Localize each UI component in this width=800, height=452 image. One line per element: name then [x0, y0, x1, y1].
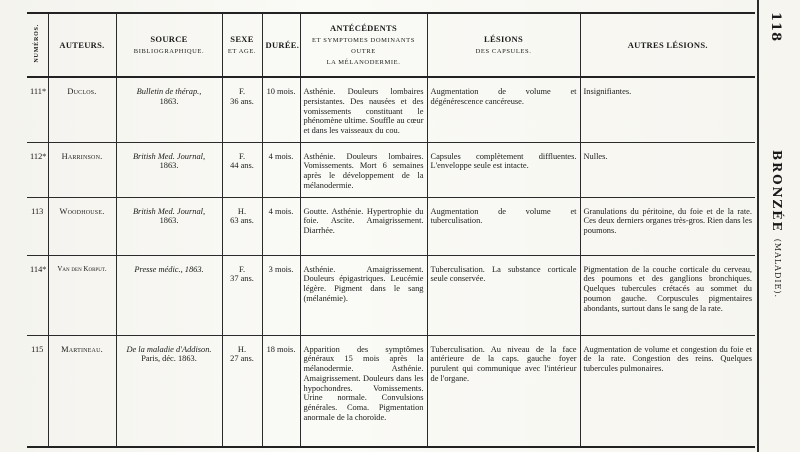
case-sex-age	[222, 255, 262, 335]
header-antecedents-label: ANTÉCÉDENTS	[329, 23, 398, 33]
case-sex: H.	[237, 344, 247, 354]
case-author: Duclos.	[48, 77, 116, 142]
header-antecedents	[300, 13, 427, 77]
table-row	[27, 335, 755, 447]
case-duration: 4 mois.	[262, 142, 300, 197]
case-antecedents: Apparition des symptômes généraux 15 mois après la mélanodermie. Asthénie. Amaigrissement. Douleurs dans les hypochondres. Vomissements. Urine normale. Convulsions générales. Coma. Pigmentation anormale de la choroïde.	[300, 335, 427, 447]
running-head	[770, 150, 784, 298]
running-subtitle: (MALADIE).	[773, 238, 782, 299]
header-sexe-label: SEXE	[230, 34, 254, 45]
case-number: 113	[27, 197, 48, 255]
header-antecedents-sub2: OUTRE	[351, 47, 376, 55]
page-number: 118	[768, 12, 783, 43]
header-lesions-sub: DES CAPSULES.	[475, 47, 532, 55]
header-sexe-sub: ET AGE.	[227, 47, 257, 55]
case-sex: F.	[238, 264, 246, 274]
table-row	[27, 197, 755, 255]
case-age: 37 ans.	[230, 274, 254, 284]
case-age: 36 ans.	[230, 96, 254, 106]
table-row	[27, 77, 755, 142]
case-age: 27 ans.	[230, 354, 254, 364]
header-num	[27, 13, 48, 77]
header-source	[116, 13, 222, 77]
case-lesions: Capsules complètement diffluentes. L'enveloppe seule est intacte.	[427, 142, 580, 197]
case-sex: F.	[238, 151, 246, 161]
case-source-title: British Med. Journal,	[132, 206, 206, 216]
case-author: Martineau.	[48, 335, 116, 447]
case-lesions: Tuberculisation. Au niveau de la face antérieure de la caps. gauche foyer purulent qui communique avec l'intérieur de l'organe.	[427, 335, 580, 447]
header-antecedents-sub1: ET SYMPTOMES DOMINANTS	[312, 36, 415, 44]
header-source-sub: BIBLIOGRAPHIQUE.	[133, 47, 205, 55]
case-other-lesions: Augmentation de volume et congestion du foie et de la rate. Congestion des reins. Quelques tubercules pulmonaires.	[580, 335, 755, 447]
case-author: Harrinson.	[48, 142, 116, 197]
case-duration: 4 mois.	[262, 197, 300, 255]
header-source-label: SOURCE	[150, 34, 188, 45]
case-source-year: 1863.	[159, 216, 179, 226]
case-lesions: Augmentation de volume et tuberculisation.	[427, 197, 580, 255]
case-antecedents: Goutte. Asthénie. Hypertrophie du foie. Ascite. Amaigrissement. Diarrhée.	[300, 197, 427, 255]
case-number: 111*	[27, 77, 48, 142]
header-duree: DURÉE.	[262, 13, 300, 77]
case-source	[116, 335, 222, 447]
case-antecedents: Asthénie. Douleurs lombaires. Vomissements. Mort 6 semaines après le développement de la mélanodermie.	[300, 142, 427, 197]
header-antecedents-sub3: LA MÉLANODERMIE.	[326, 58, 401, 66]
case-duration: 3 mois.	[262, 255, 300, 335]
case-source	[116, 142, 222, 197]
case-sex: F.	[238, 87, 246, 96]
case-source-title: Presse médic., 1863.	[134, 264, 204, 274]
case-lesions: Augmentation de volume et dégénérescence cancéreuse.	[427, 77, 580, 142]
case-other-lesions: Insignifiantes.	[580, 77, 755, 142]
case-age: 63 ans.	[230, 216, 254, 226]
header-lesions-label: LÉSIONS	[484, 34, 523, 45]
case-source-year: 1863.	[159, 161, 179, 171]
case-author: Van den Korput.	[48, 255, 116, 335]
case-table	[27, 12, 755, 448]
case-other-lesions: Pigmentation de la couche corticale du cerveau, des poumons et des ganglions bronchiques. Quelques tubercules crétacés au sommet du poumon gauche. Corpuscules pigmentaires abondants, surtout dans le sang de la rate.	[580, 255, 755, 335]
case-source	[116, 77, 222, 142]
case-source-year: Paris, déc. 1863.	[141, 354, 197, 364]
table-row	[27, 142, 755, 197]
case-source	[116, 255, 222, 335]
case-author: Woodhouse.	[48, 197, 116, 255]
case-lesions: Tuberculisation. La substance corticale seule conservée.	[427, 255, 580, 335]
case-other-lesions: Nulles.	[580, 142, 755, 197]
case-number: 115	[27, 335, 48, 447]
case-source-title: Bulletin de thérap.,	[136, 87, 202, 96]
case-source-title: British Med. Journal,	[132, 151, 206, 161]
case-duration: 18 mois.	[262, 335, 300, 447]
header-lesions	[427, 13, 580, 77]
case-age: 44 ans.	[230, 161, 254, 171]
table-header-row	[27, 13, 755, 77]
header-auteurs: AUTEURS.	[48, 13, 116, 77]
page-edge-rule	[757, 0, 759, 452]
case-sex-age	[222, 197, 262, 255]
case-source-year: 1863.	[159, 96, 179, 106]
case-sex: H.	[237, 206, 247, 216]
case-source	[116, 197, 222, 255]
header-autres: AUTRES LÉSIONS.	[580, 13, 755, 77]
header-sexe	[222, 13, 262, 77]
case-sex-age	[222, 142, 262, 197]
case-other-lesions: Granulations du péritoine, du foie et de la rate. Ces deux derniers organes très-gros. Rien dans les poumons.	[580, 197, 755, 255]
case-number: 114*	[27, 255, 48, 335]
case-duration: 10 mois.	[262, 77, 300, 142]
case-number: 112*	[27, 142, 48, 197]
case-antecedents: Asthénie. Douleurs lombaires persistantes. Des nausées et des vomissements constituant le phénomène ultime. Souffle au cœur et dans les vaisseaux du cou.	[300, 77, 427, 142]
table-row	[27, 255, 755, 335]
running-title: BRONZÉE	[770, 150, 784, 233]
case-sex-age	[222, 77, 262, 142]
case-antecedents: Asthénie. Amaigrissement. Douleurs épigastriques. Leucémie légère. Pigment dans le sang (mélanémie).	[300, 255, 427, 335]
case-sex-age	[222, 335, 262, 447]
case-source-title: De la maladie d'Addison.	[126, 344, 212, 354]
header-num-label: NUMÉROS.	[33, 24, 40, 63]
